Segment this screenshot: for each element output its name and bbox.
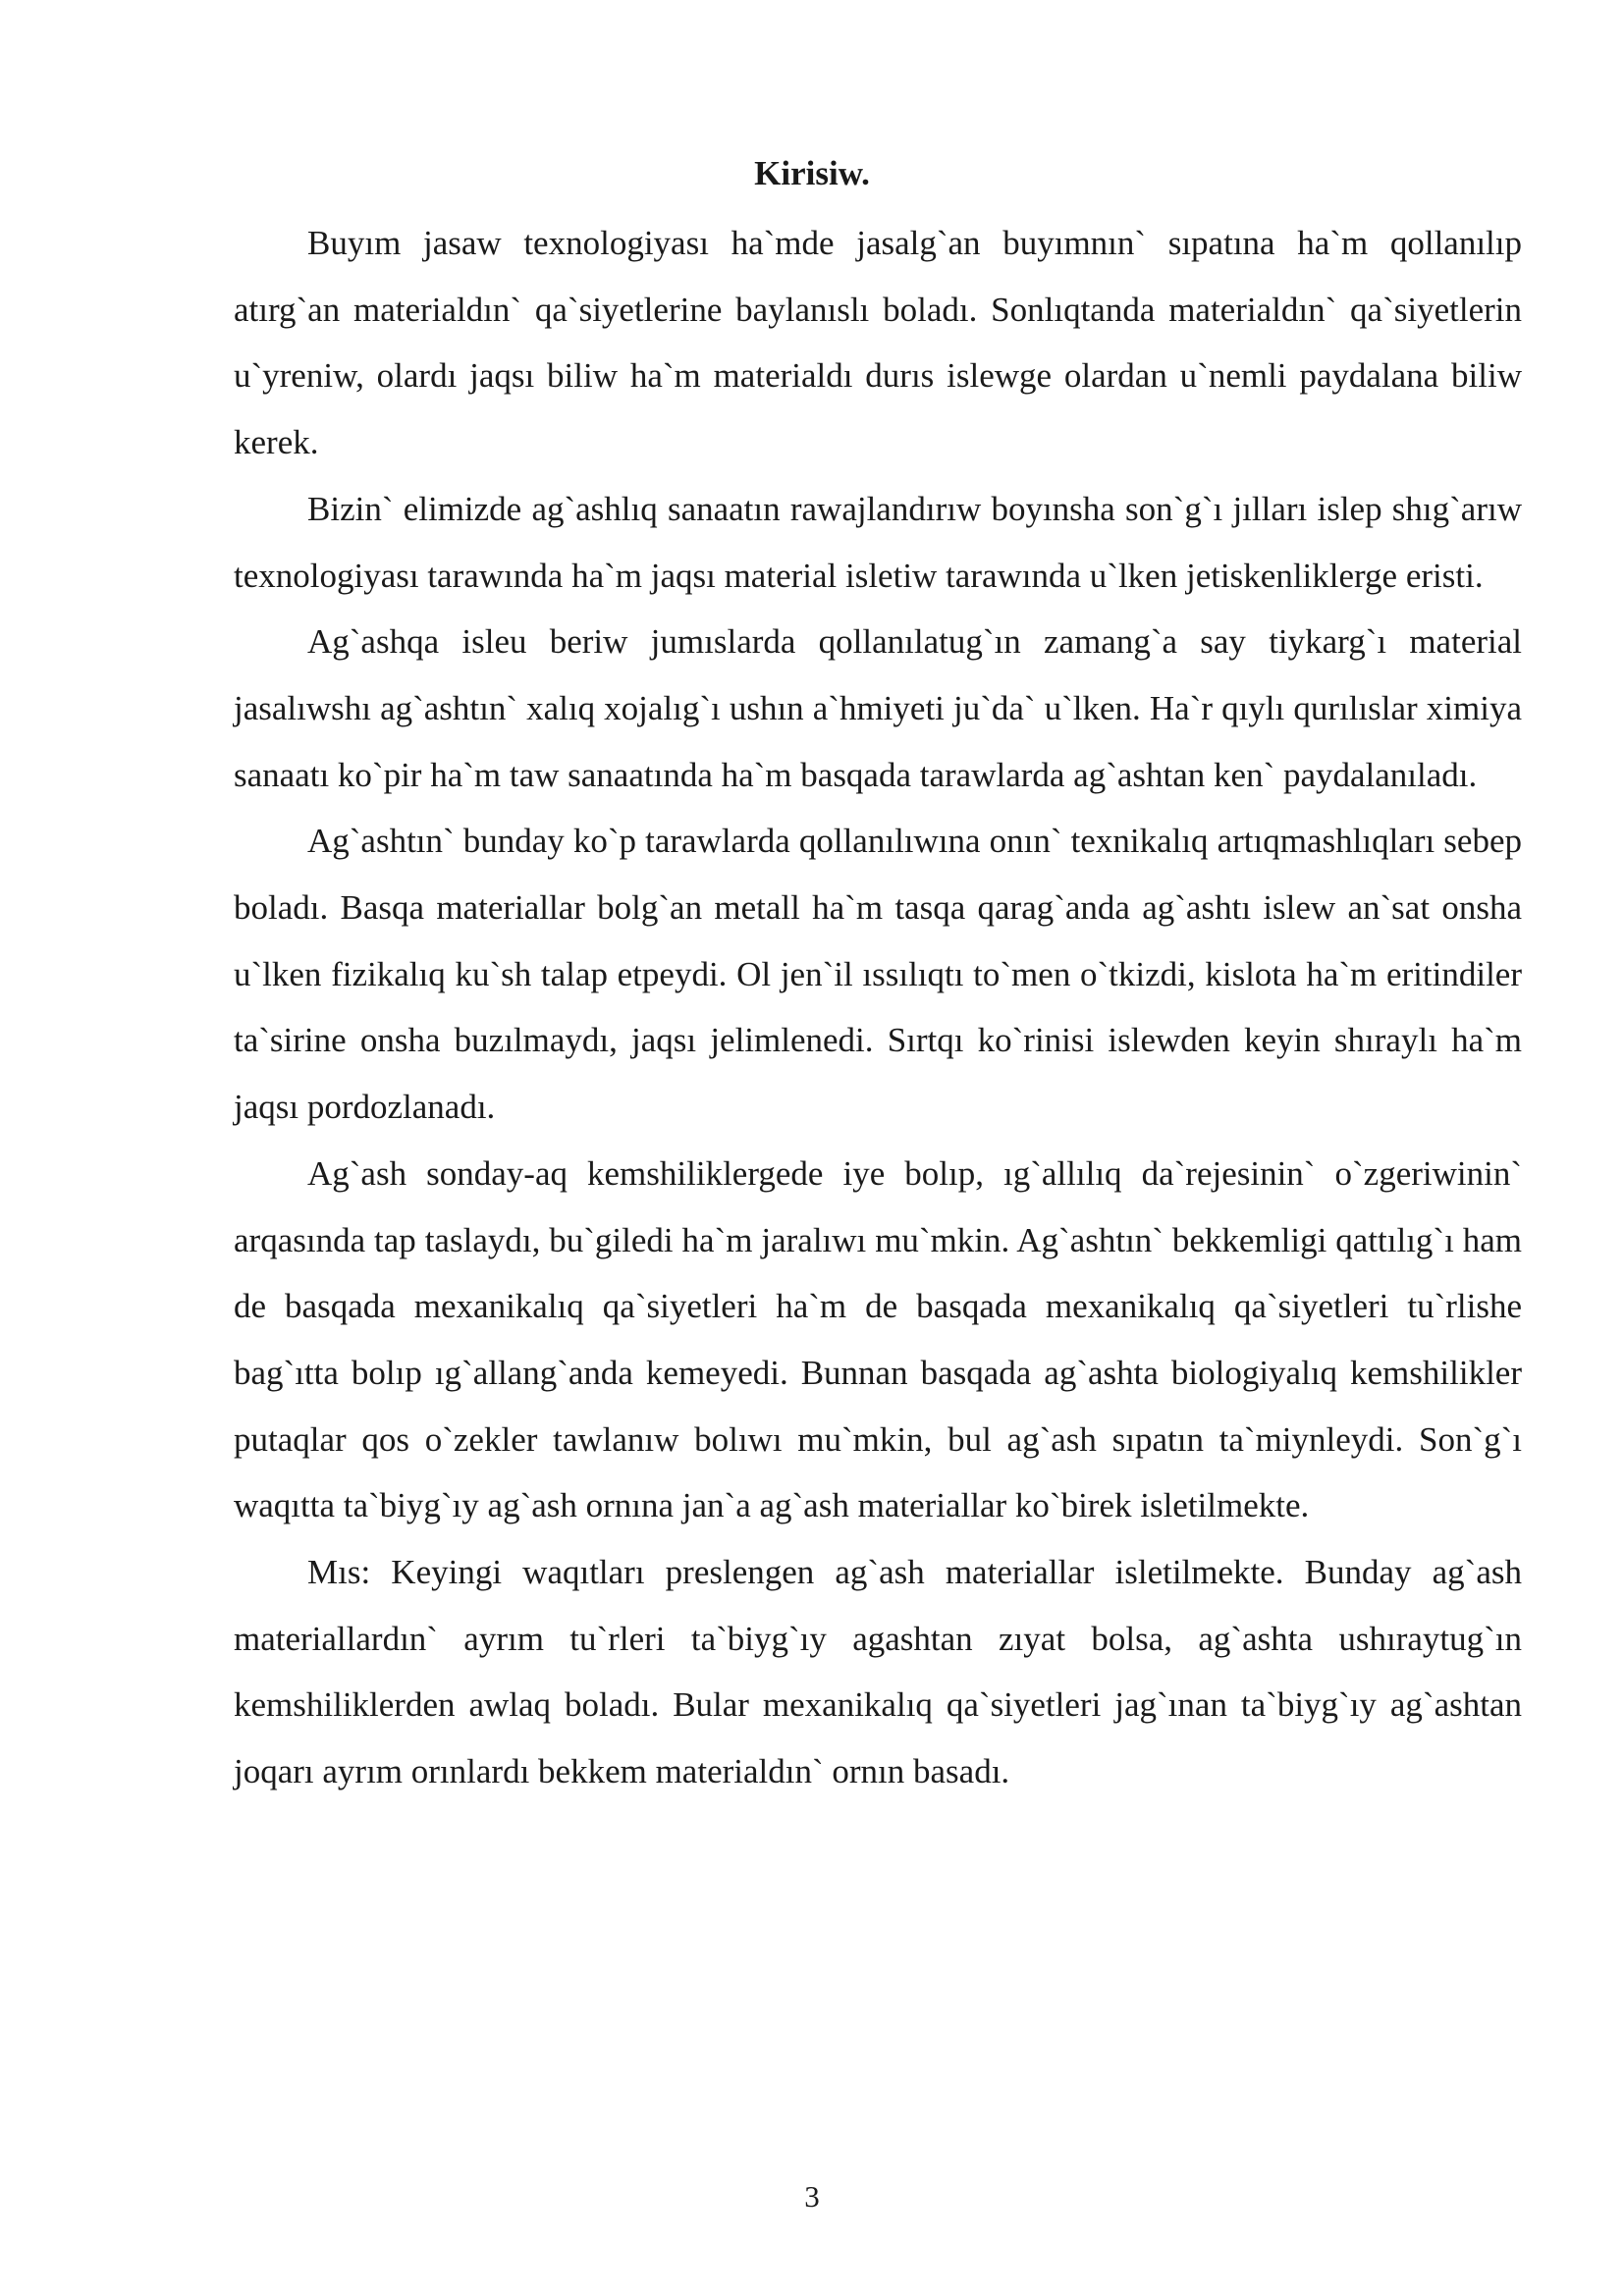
paragraph-3: Ag`ashqa isleu beriw jumıslarda qollanılatug`ın zamang`a say tiykarg`ı material jasalıwshı ag`ashtın` xalıq xojalıg`ı ushın a`hmiyeti ju`da` u`lken. Ha`r qıylı qurılıslar ximiya sanaatı ko`pir ha`m taw sanaatında ha`m basqada tarawlarda ag`ashtan ken` paydalanıladı.	[234, 622, 1522, 794]
paragraph-5: Ag`ash sonday-aq kemshiliklergede iye bolıp, ıg`allılıq da`rejesinin` o`zgeriwinin` arqasında tap taslaydı, bu`giledi ha`m jaralıwı mu`mkin. Ag`ashtın` bekkemligi qattılıg`ı ham de basqada mexanikalıq qa`siyetleri ha`m de basqada mexanikalıq qa`siyetleri tu`rlishe bag`ıtta bolıp ıg`allang`anda kemeyedi. Bunnan basqada ag`ashta biologiyalıq kemshilikler putaqlar qos o`zekler tawlanıw bolıwı mu`mkin, bul ag`ash sıpatın ta`miynleydi. Son`g`ı waqıtta ta`biyg`ıy ag`ash ornına jan`a ag`ash materiallar ko`birek isletilmekte.	[234, 1153, 1522, 1525]
paragraph-2: Bizin` elimizde ag`ashlıq sanaatın rawajlandırıw boyınsha son`g`ı jılları islep shıg`arıw texnologiyası tarawında ha`m jaqsı material isletiw tarawında u`lken jetiskenliklerge eristi.	[234, 489, 1522, 595]
paragraph-4: Ag`ashtın` bunday ko`p tarawlarda qollanılıwına onın` texnikalıq artıqmashlıqları sebep boladı. Basqa materiallar bolg`an metall ha`m tasqa qarag`anda ag`ashtı islew an`sat onsha u`lken fizikalıq ku`sh talap etpeydi. Ol jen`il ıssılıqtı to`men o`tkizdi, kislota ha`m eritindiler ta`sirine onsha buzılmaydı, jaqsı jelimlenedi. Sırtqı ko`rinisi islewden keyin shıraylı ha`m jaqsı pordozlanadı.	[234, 822, 1522, 1127]
body-text	[234, 210, 1522, 1805]
paragraph-1: Buyım jasaw texnologiyası ha`mde jasalg`an buyımnın` sıpatına ha`m qollanılıp atırg`an materialdın` qa`siyetlerine baylanıslı boladı. Sonlıqtanda materialdın` qa`siyetlerin u`yreniw, olardı jaqsı biliw ha`m materialdı durıs islewge olardan u`nemli paydalana biliw kerek.	[234, 224, 1522, 462]
paragraph-6: Mıs: Keyingi waqıtları preslengen ag`ash materiallar isletilmekte. Bunday ag`ash materiallardın` ayrım tu`rleri ta`biyg`ıy agashtan zıyat bolsa, ag`ashta ushıraytug`ın kemshiliklerden awlaq boladı. Bular mexanikalıq qa`siyetleri jag`ınan ta`biyg`ıy ag`ashtan joqarı ayrım orınlardı bekkem materialdın` ornın basadı.	[234, 1553, 1522, 1791]
page-title: Kirisiw.	[754, 154, 870, 192]
page-number: 3	[804, 2179, 820, 2214]
